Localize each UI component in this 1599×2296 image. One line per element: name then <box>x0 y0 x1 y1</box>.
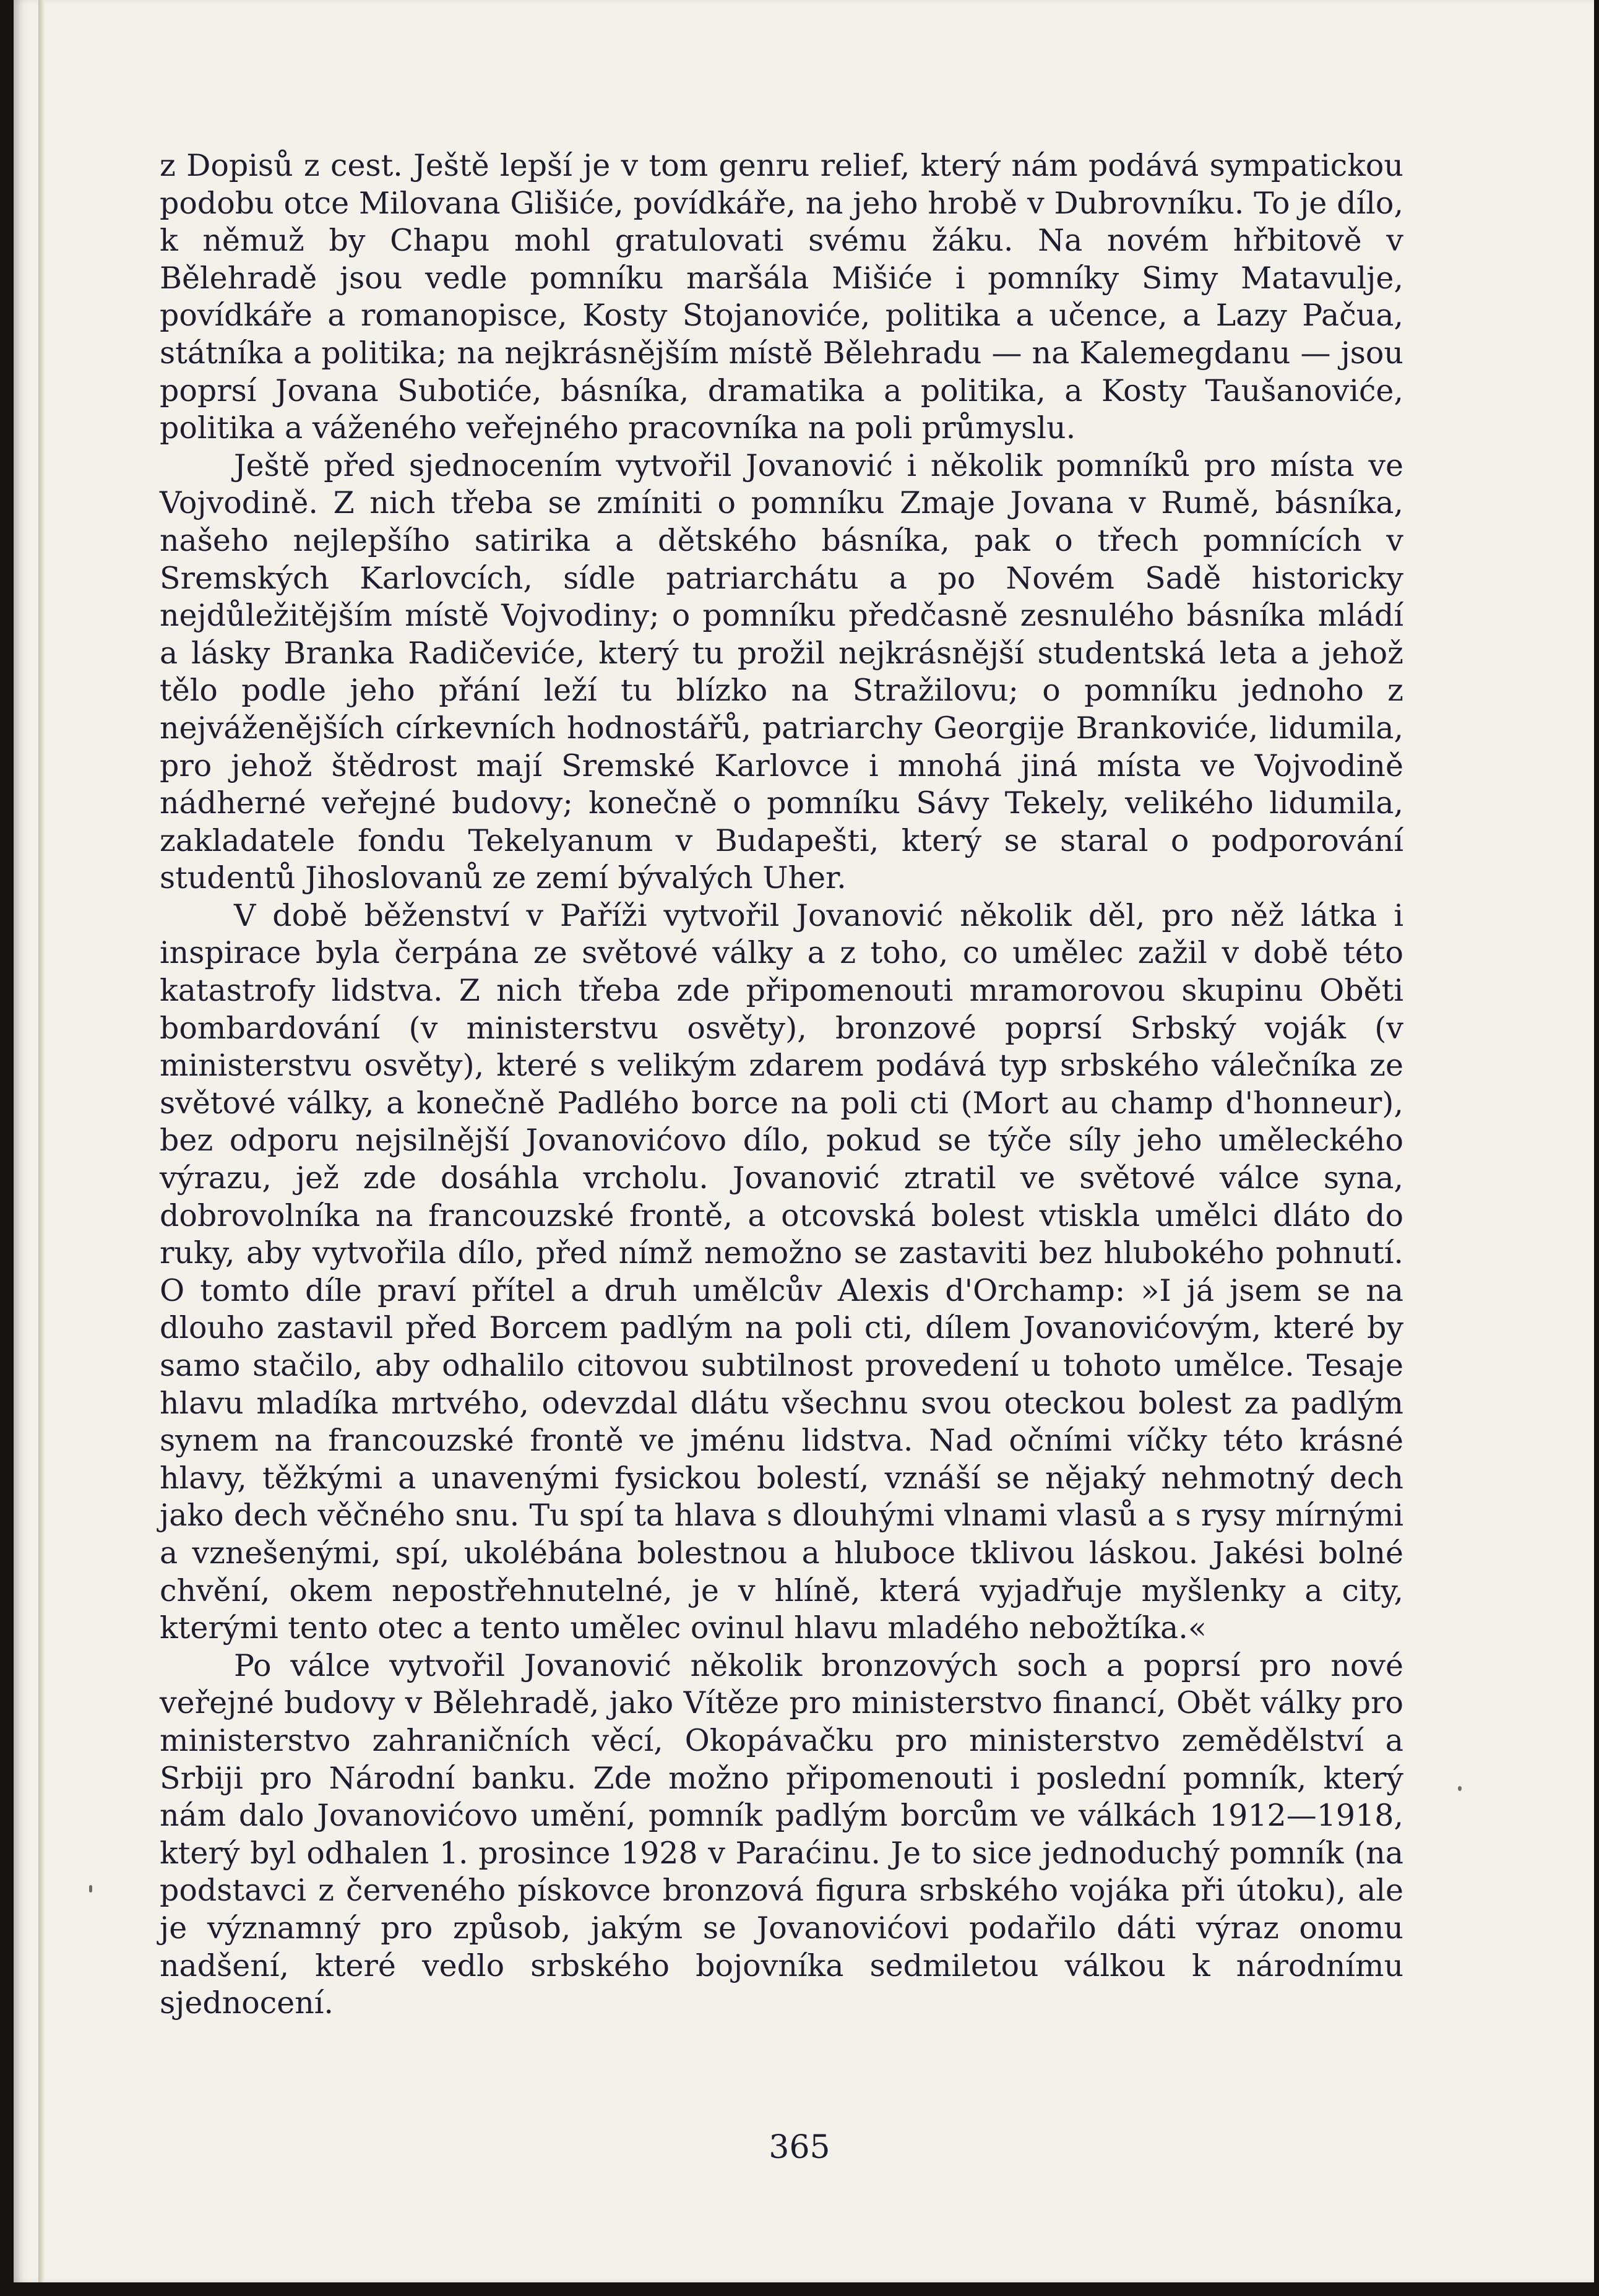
paragraph-4: Po válce vytvořil Jovanović několik bronzových soch a poprsí pro nové veřejné budovy v Bělehradě, jako Vítěze pro ministerstvo financí, Obět války pro ministerstvo zahraničních věcí, Okopávačku pro ministerstvo zemědělství a Srbiji pro Národní banku. Zde možno připomenouti i poslední pomník, který nám dalo Jovanovićovo umění, pomník padlým borcům ve válkách 1912—1918, který byl odhalen 1. prosince 1928 v Paraćinu. Je to sice jednoduchý pomník (na podstavci z červeného pískovce bronzová figura srbského vojáka při útoku), ale je významný pro způsob, jakým se Jovanovićovi podařilo dáti výraz onomu nadšení, které vedlo srbského bojovníka sedmiletou válkou k národnímu sjednocení. <box>160 1647 1403 2021</box>
body-text <box>160 147 1403 2022</box>
paragraph-3: V době běženství v Paříži vytvořil Jovanović několik děl, pro něž látka i inspirace byla čerpána ze světové války a z toho, co umělec zažil v době této katastrofy lidstva. Z nich třeba zde připomenouti mramorovou skupinu Oběti bombardování (v ministerstvu osvěty), bronzové poprsí Srbský voják (v ministerstvu osvěty), které s velikým zdarem podává typ srbského válečníka ze světové války, a konečně Padlého borce na poli cti (Mort au champ d'honneur), bez odporu nejsilnější Jovanovićovo dílo, pokud se týče síly jeho uměleckého výrazu, jež zde dosáhla vrcholu. Jovanović ztratil ve světové válce syna, dobrovolníka na francouzské frontě, a otcovská bolest vtiskla umělci dláto do ruky, aby vytvořila dílo, před nímž nemožno se zastaviti bez hlubokého pohnutí. O tomto díle praví přítel a druh umělcův Alexis d'Orchamp: »I já jsem se na dlouho zastavil před Borcem padlým na poli cti, dílem Jovanovićovým, které by samo stačilo, aby odhalilo citovou subtilnost provedení u tohoto umělce. Tesaje hlavu mladíka mrtvého, odevzdal dlátu všechnu svou oteckou bolest za padlým synem na francouzské frontě ve jménu lidstva. Nad očními víčky této krásné hlavy, těžkými a unavenými fysickou bolestí, vznáší se nějaký nehmotný dech jako dech věčného snu. Tu spí ta hlava s dlouhými vlnami vlasů a s rysy mírnými a vznešenými, spí, ukolébána bolestnou a hluboce tklivou láskou. Jakési bolné chvění, okem nepostřehnutelné, je v hlíně, která vyjadřuje myšlenky a city, kterými tento otec a tento umělec ovinul hlavu mladého nebožtíka.« <box>160 897 1403 1646</box>
binding-fold <box>38 0 45 2282</box>
ink-speck <box>1458 1786 1462 1791</box>
ink-speck <box>89 1885 92 1892</box>
paragraph-2: Ještě před sjednocením vytvořil Jovanović i několik pomníků pro místa ve Vojvodině. Z nich třeba se zmíniti o pomníku Zmaje Jovana v Rumě, básníka, našeho nejlepšího satirika a dětského básníka, pak o třech pomnících v Sremských Karlovcích, sídle patriarchátu a po Novém Sadě historicky nejdůležitějším místě Vojvodiny; o pomníku předčasně zesnulého básníka mládí a lásky Branka Radičeviće, který tu prožil nejkrásnější studentská leta a jehož tělo podle jeho přání leží tu blízko na Stražilovu; o pomníku jednoho z nejváženějších církevních hodnostářů, patriarchy Georgije Brankoviće, lidumila, pro jehož štědrost mají Sremské Karlovce i mnohá jiná místa ve Vojvodině nádherné veřejné budovy; konečně o pomníku Sávy Tekely, velikého lidumila, zakladatele fondu Tekelyanum v Budapešti, který se staral o podporování studentů Jihoslovanů ze zemí bývalých Uher. <box>160 447 1403 896</box>
paragraph-1: z Dopisů z cest. Ještě lepší je v tom genru relief, který nám podává sympatickou podobu otce Milovana Glišiće, povídkáře, na jeho hrobě v Dubrovníku. To je dílo, k němuž by Chapu mohl gratulovati svému žáku. Na novém hřbitově v Bělehradě jsou vedle pomníku maršála Mišiće i pomníky Simy Matavulje, povídkáře a romanopisce, Kosty Stojanoviće, politika a učence, a Lazy Pačua, státníka a politika; na nejkrásnějším místě Bělehradu — na Kalemegdanu — jsou poprsí Jovana Subotiće, básníka, dramatika a politika, a Kosty Taušanoviće, politika a váženého veřejného pracovníka na poli průmyslu. <box>160 148 1403 446</box>
page-number: 365 <box>769 2129 830 2166</box>
